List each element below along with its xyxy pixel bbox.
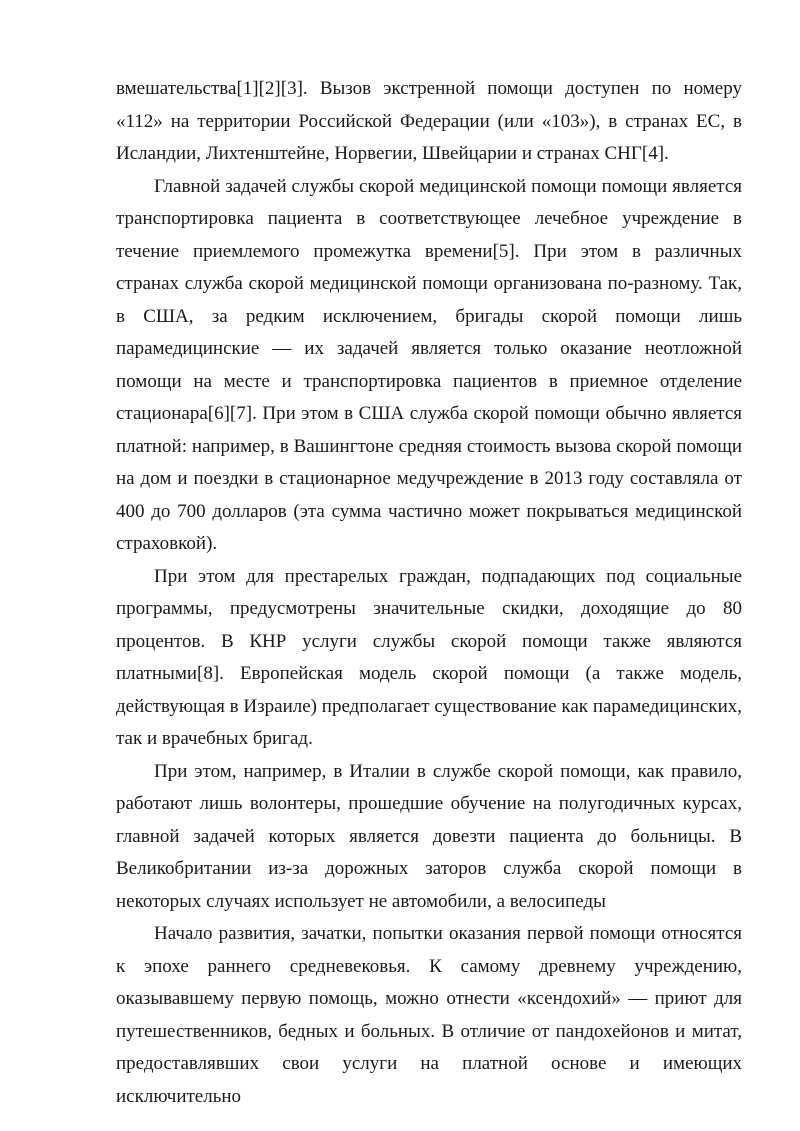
paragraph-history: Начало развития, зачатки, попытки оказания первой помощи относятся к эпохе раннего средневековья. К самому древнему учреждению, оказывавшему первую помощь, можно отнести «ксендохий» — приют для путешественников, бедных и больных. В отличие от пандохейонов и митат, предоставлявших свои услуги на платной основе и имеющих исключительно <box>116 923 742 1107</box>
paragraph-italy-uk: При этом, например, в Италии в службе скорой помощи, как правило, работают лишь волонтеры, прошедшие обучение на полугодичных курсах, главной задачей которых является довезти пациента до больницы. В Великобритании из-за дорожных заторов служба скорой помощи в некоторых случаях использует не автомобили, а велосипеды <box>116 760 742 912</box>
paragraph-ambulance-purpose: Главной задачей службы скорой медицинской помощи помощи является транспортировка пациента в соответствующее лечебное учреждение в течение приемлемого промежутка времени[5]. При этом в различных странах служба скорой медицинской помощи организована по-разному. Так, в США, за редким исключением, бригады скорой помощи лишь парамедицинские — их задачей является только оказание неотложной помощи на месте и транспортировка пациентов в приемное отделение стационара[6][7]. При этом в США служба скорой помощи обычно является платной: например, в Вашингтоне средняя стоимость вызова скорой помощи на дом и поездки в стационарное медучреждение в 2013 году составляла от 400 до 700 долларов (эта сумма частично может покрываться медицинской страховкой). <box>116 175 742 554</box>
paragraph-continuation: вмешательства[1][2][3]. Вызов экстренной помощи доступен по номеру «112» на территории Российской Федерации (или «103»), в странах ЕС, в Исландии, Лихтенштейне, Норвегии, Швейцарии и странах СНГ[4]. <box>116 78 742 164</box>
paragraph-discounts: При этом для престарелых граждан, подпадающих под социальные программы, предусмотрены значительные скидки, доходящие до 80 процентов. В КНР услуги службы скорой помощи также являются платными[8]. Европейская модель скорой помощи (а также модель, действующая в Израиле) предполагает существование как парамедицинских, так и врачебных бригад. <box>116 565 742 749</box>
document-body <box>116 73 742 1113</box>
